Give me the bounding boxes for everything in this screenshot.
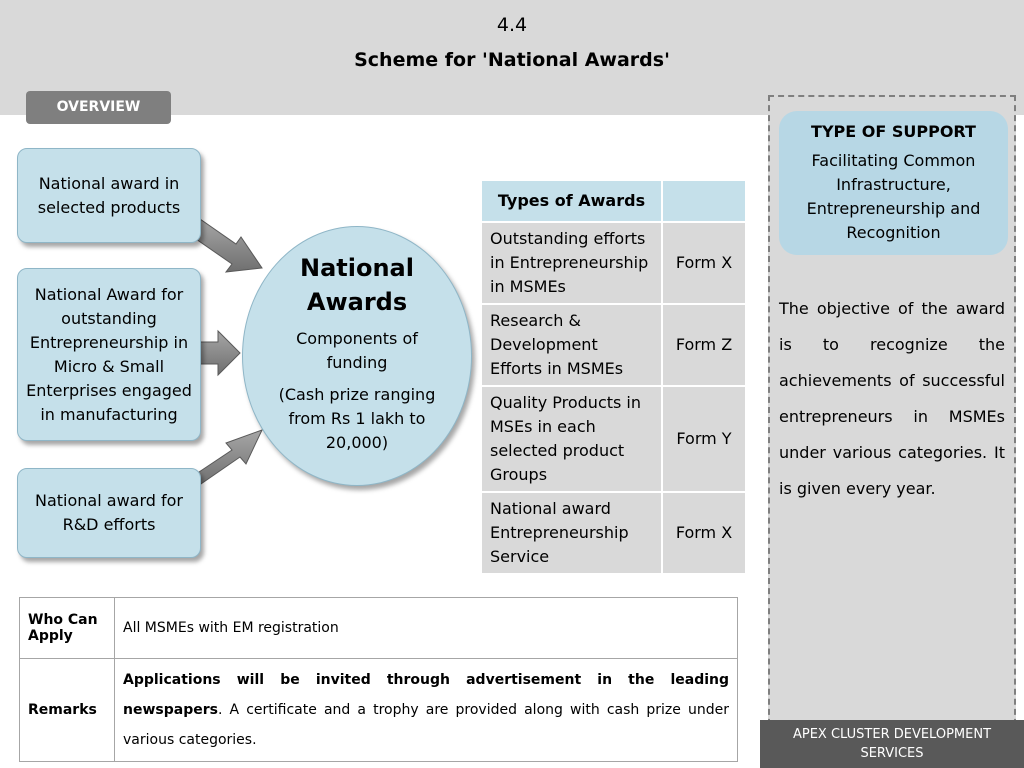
info-table (19, 597, 738, 762)
table-row (20, 659, 738, 762)
support-description: Facilitating Common Infrastructure, Entrepreneurship and Recognition (806, 151, 981, 242)
table-row (20, 598, 738, 659)
circle-heading-line1: National (300, 254, 414, 282)
table-row (481, 304, 746, 386)
award-name: Quality Products in MSEs in each selected product Groups (481, 386, 662, 492)
circle-heading-line2: Awards (306, 288, 408, 316)
who-can-apply-value: All MSMEs with EM registration (115, 598, 738, 659)
award-box-selected-products: National award in selected products (17, 148, 201, 243)
footer-label: APEX CLUSTER DEVELOPMENT SERVICES (760, 720, 1024, 768)
slide-number: 4.4 (496, 14, 528, 36)
award-form: Form X (662, 492, 746, 574)
circle-cash-prize: (Cash prize ranging from Rs 1 lakh to 20,000) (278, 385, 436, 452)
circle-components: Components of funding (296, 329, 418, 372)
award-name: Outstanding efforts in Entrepreneurship in MSMEs (481, 222, 662, 304)
awards-table-header-2 (662, 180, 746, 222)
overview-tab[interactable]: OVERVIEW (26, 91, 171, 124)
award-box-rd-efforts: National award for R&D efforts (17, 468, 201, 558)
table-header-row (481, 180, 746, 222)
awards-table-header: Types of Awards (481, 180, 662, 222)
table-row (481, 492, 746, 574)
arrow-middle-icon (200, 331, 240, 375)
award-name: Research & Development Efforts in MSMEs (481, 304, 662, 386)
award-form: Form Z (662, 304, 746, 386)
remarks-bold-text: Applications will be invited through advertisement in the leading newspapers (123, 672, 729, 718)
award-name: National award Entrepreneurship Service (481, 492, 662, 574)
award-form: Form X (662, 222, 746, 304)
national-awards-circle (242, 226, 472, 486)
table-row (481, 222, 746, 304)
award-box-outstanding-entrepreneurship: National Award for outstanding Entrepreneurship in Micro & Small Enterprises engaged in manufacturing (17, 268, 201, 441)
remarks-value (115, 659, 738, 762)
awards-table (480, 179, 747, 575)
page-title: Scheme for 'National Awards' (354, 49, 670, 71)
objective-text: The objective of the award is to recognize the achievements of successful entrepreneurs in MSMEs under various categories. It is given every year. (779, 299, 1005, 498)
support-title: TYPE OF SUPPORT (811, 122, 976, 141)
remarks-label: Remarks (20, 659, 115, 762)
table-row (481, 386, 746, 492)
remarks-rest-text: . A certificate and a trophy are provided along with cash prize under various categories. (123, 702, 729, 748)
who-can-apply-label: Who Can Apply (20, 598, 115, 659)
award-form: Form Y (662, 386, 746, 492)
